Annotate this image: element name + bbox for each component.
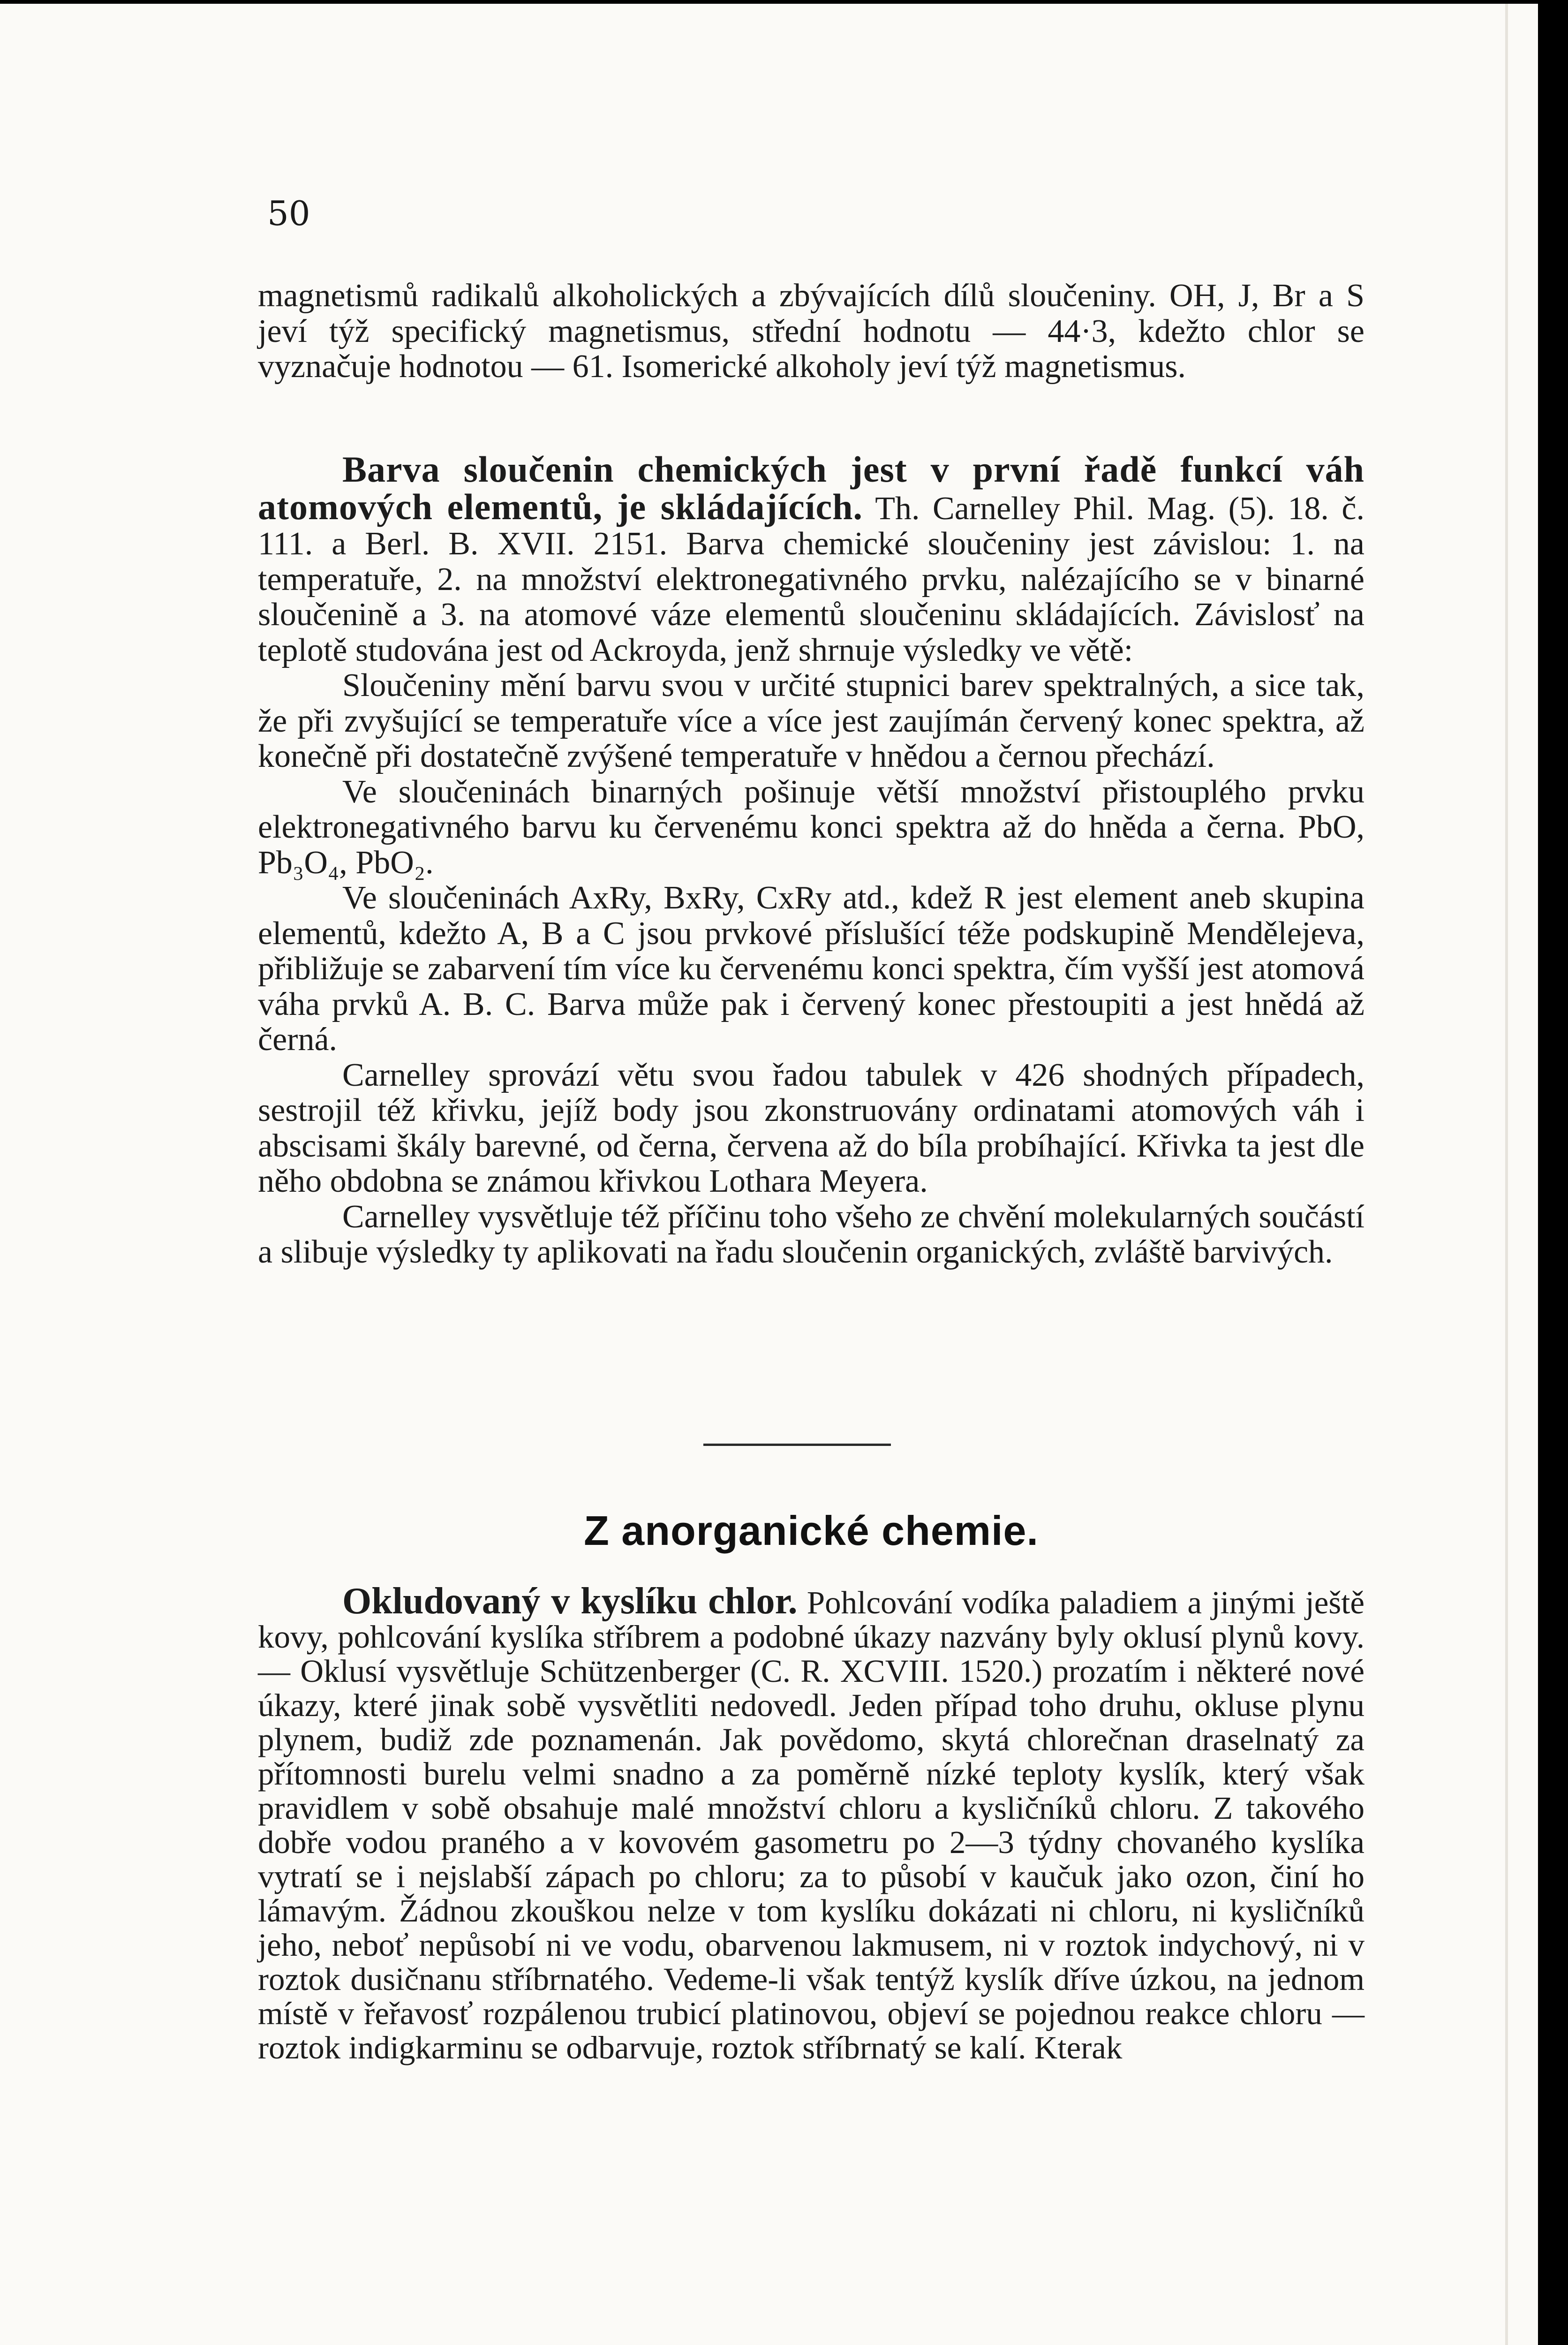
paragraph-magnetism: magnetismů radikalů alkoholických a zbývajících dílů sloučeniny. OH, J, Br a S jeví týž specifický magnetismus, střední hodnotu — 44·3, kdežto chlor se vyznačuje hodnotou — 61. Isomerické alkoholy jeví týž magnetismus.: [258, 278, 1364, 385]
carnelley-paragraph-3: Ve sloučeninách AxRy, BxRy, CxRy atd., kdež R jest element aneb skupina elementů, kdežto A, B a C jsou prvkové příslušící téže podskupině Mendělejeva, přibližuje se zabarvení tím více ku červenému konci spektra, čím vyšší jest atomová váha prvků A. B. C. Barva může pak i červený konec přestoupiti a jest hnědá až černá.: [258, 880, 1364, 1058]
carnelley-paragraph-1: Sloučeniny mění barvu svou v určité stupnici barev spektralných, a sice tak, že při zvyšující se temperatuře více a více jest zaujímán červený konec spektra, až konečně při dostatečně zvýšené temperatuře v hnědou a černou přechází.: [258, 667, 1364, 774]
carnelley-paragraph-5: Carnelley vysvětluje též příčinu toho všeho ze chvění molekularných součástí a slibuje výsledky ty aplikovati na řadu sloučenin organických, zvláště barvivých.: [258, 1198, 1364, 1270]
chlor-section: [258, 1581, 1365, 2065]
carnelley-heading: Barva sloučenin chemických jest v první řadě funkcí váh atomových elementů, je skládajících.: [258, 449, 1364, 527]
page-number: 50: [267, 194, 310, 233]
carnelley-section: [258, 449, 1364, 1270]
chlor-heading: Okludovaný v kyslíku chlor.: [342, 1581, 798, 1622]
section-title: Z anorganické chemie.: [584, 1507, 1039, 1554]
chlor-paragraph: [258, 1581, 1365, 2065]
carnelley-paragraph-2: Ve sloučeninách binarných pošinuje větší množství přistouplého prvku elektronegativného barvu ku červenému konci spektra až do hněda a černa. PbO, Pb₃O₄, PbO₂.: [258, 773, 1364, 881]
top-paragraph-block: [258, 278, 1364, 385]
section-divider: [703, 1444, 891, 1446]
carnelley-intro-paragraph: [258, 449, 1364, 668]
document-page: [0, 4, 1538, 2345]
page-edge: [1505, 4, 1508, 2345]
carnelley-intro-text: Th. Carnelley Phil. Mag. (5). 18. č. 111. a Berl. B. XVII. 2151. Barva chemické sloučeniny jest závislou: 1. na temperatuře, 2. na množství elektronegativného prvku, nalézajícího se v binarné sloučenině a 3. na atomové váze elementů sloučeninu skládajících. Závislosť na teplotě studována jest od Ackroyda, jenž shrnuje výsledky ve větě:: [258, 490, 1364, 668]
carnelley-paragraph-4: Carnelley sprovází větu svou řadou tabulek v 426 shodných případech, sestrojil též křivku, jejíž body jsou zkonstruovány ordinatami atomových váh i abscisami škály barevné, od černa, červena až do bíla probíhající. Křivka ta jest dle něho obdobna se známou křivkou Lothara Meyera.: [258, 1057, 1364, 1199]
chlor-text: Pohlcování vodíka paladiem a jinými ještě kovy, pohlcování kyslíka stříbrem a podobné úkazy nazvány byly oklusí plynů kovy. — Oklusí vysvětluje Schützenberger (C. R. XCVIII. 1520.) prozatím i některé nové úkazy, které jinak sobě vysvětliti nedovedl. Jeden případ toho druhu, okluse plynu plynem, budiž zde poznamenán. Jak povědomo, skytá chlorečnan draselnatý za přítomnosti burelu velmi snadno a za poměrně nízké teploty kyslík, který však pravidlem v sobě obsahuje malé množství chloru a kysličníků chloru. Z takového dobře vodou praného a v kovovém gasometru po 2—3 týdny chovaného kyslíka vytratí se i nejslabší zápach po chloru; za to působí v kaučuk jako ozon, činí ho lámavým. Žádnou zkouškou nelze v tom kyslíku dokázati ni chloru, ni kysličníků jeho, neboť nepůsobí ni ve vodu, obarvenou lakmusem, ni v roztok indychový, ni v roztok dusičnanu stříbrnatého. Vedeme-li však tentýž kyslík dříve úzkou, na jednom místě v řeřavosť rozpálenou trubicí platinovou, objeví se pojednou reakce chloru — roztok indigkarminu se odbarvuje, roztok stříbrnatý se kalí. Kterak: [258, 1585, 1365, 2065]
